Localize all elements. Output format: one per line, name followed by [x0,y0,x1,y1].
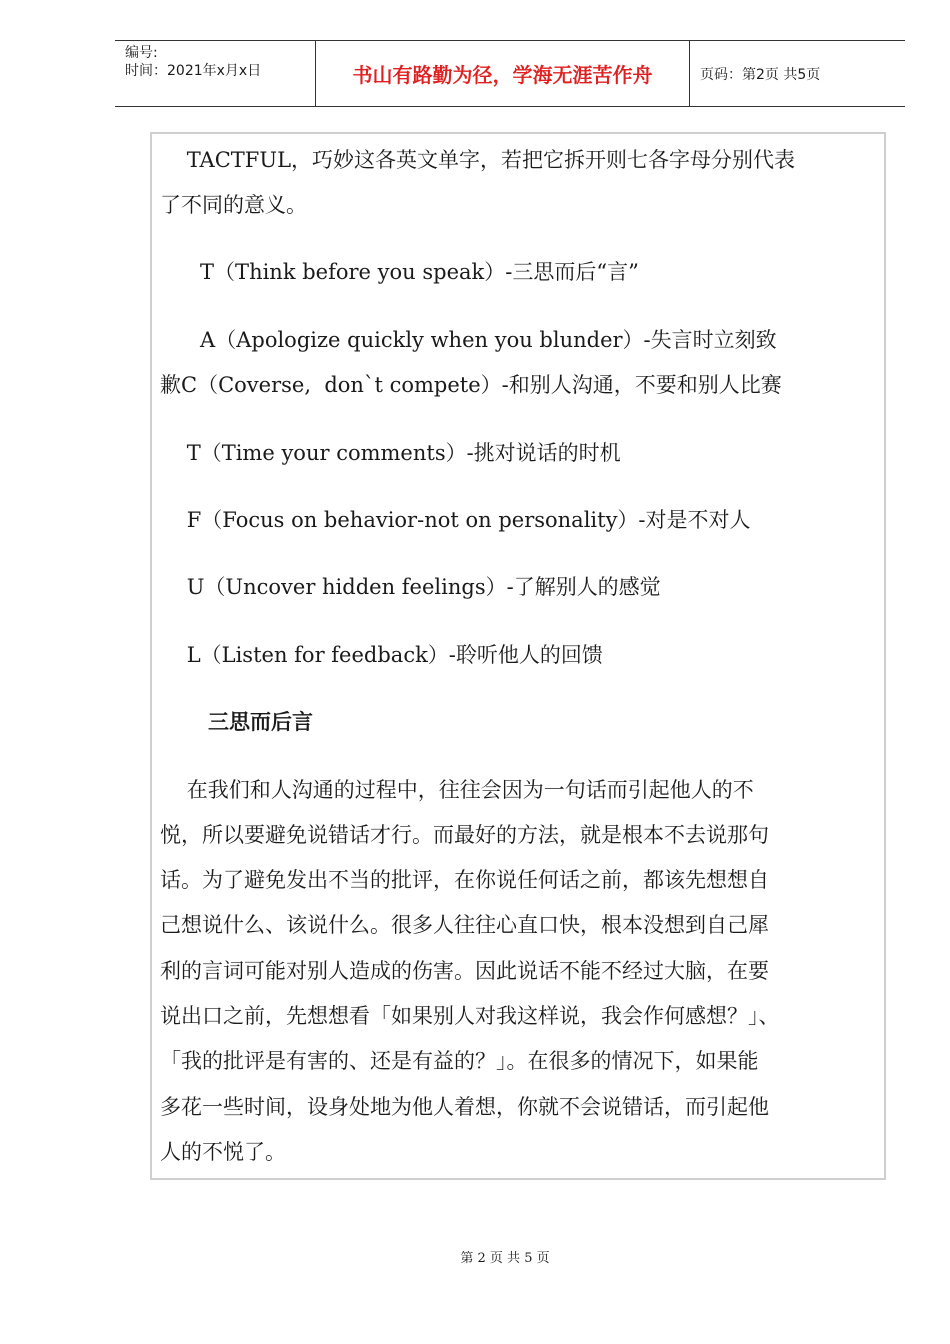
paragraph-line: 利的言词可能对别人造成的伤害。因此说话不能不经过大脑，在要 [160,959,769,983]
paragraph-line: 人的不悦了。 [160,1140,286,1164]
number-label: 编号: [125,45,158,61]
item-u-uncover: U（Uncover hidden feelings）-了解别人的感觉 [160,575,661,599]
header-motto: 书山有路勤为径，学海无涯苦作舟 [316,41,690,106]
item-t-think: T（Think before you speak）-三思而后“言” [160,260,639,284]
item-c-converse: 歉C（Coverse, don`t compete）-和别人沟通，不要和别人比赛 [160,373,782,397]
item-a-apologize: A（Apologize quickly when you blunder）-失言时立刻致 [160,328,777,352]
intro-line-1: TACTFUL，巧妙这各英文单字，若把它拆开则七各字母分别代表 [160,148,796,172]
paragraph-line: 悦，所以要避免说错话才行。而最好的方法，就是根本不去说那句 [160,823,769,847]
paragraph-line: 说出口之前，先想想看「如果别人对我这样说，我会作何感想？」、 [160,1004,780,1028]
intro-line-2: 了不同的意义。 [160,193,307,217]
item-t-time: T（Time your comments）-挑对说话的时机 [160,441,621,465]
paragraph-line: 己想说什么、该说什么。很多人往往心直口快，根本没想到自己犀 [160,913,769,937]
section-heading: 三思而后言 [208,710,313,734]
paragraph-line: 多花一些时间，设身处地为他人着想，你就不会说错话，而引起他 [160,1095,769,1119]
time-label: 时间：2021年x月x日 [125,63,262,79]
paragraph-line: 「我的批评是有害的、还是有益的？」。在很多的情况下，如果能 [160,1049,759,1073]
page-footer: 第 2 页 共 5 页 [460,1251,550,1266]
paragraph-line: 在我们和人沟通的过程中，往往会因为一句话而引起他人的不 [160,778,754,802]
header-meta [115,41,316,106]
page-header [115,40,905,107]
item-f-focus: F（Focus on behavior-not on personality）-对是不对人 [160,508,751,532]
paragraph-line: 话。为了避免发出不当的批评，在你说任何话之前，都该先想想自 [160,868,769,892]
item-l-listen: L（Listen for feedback）-聆听他人的回馈 [160,643,603,667]
header-page-info: 页码：第2页 共5页 [700,66,821,83]
